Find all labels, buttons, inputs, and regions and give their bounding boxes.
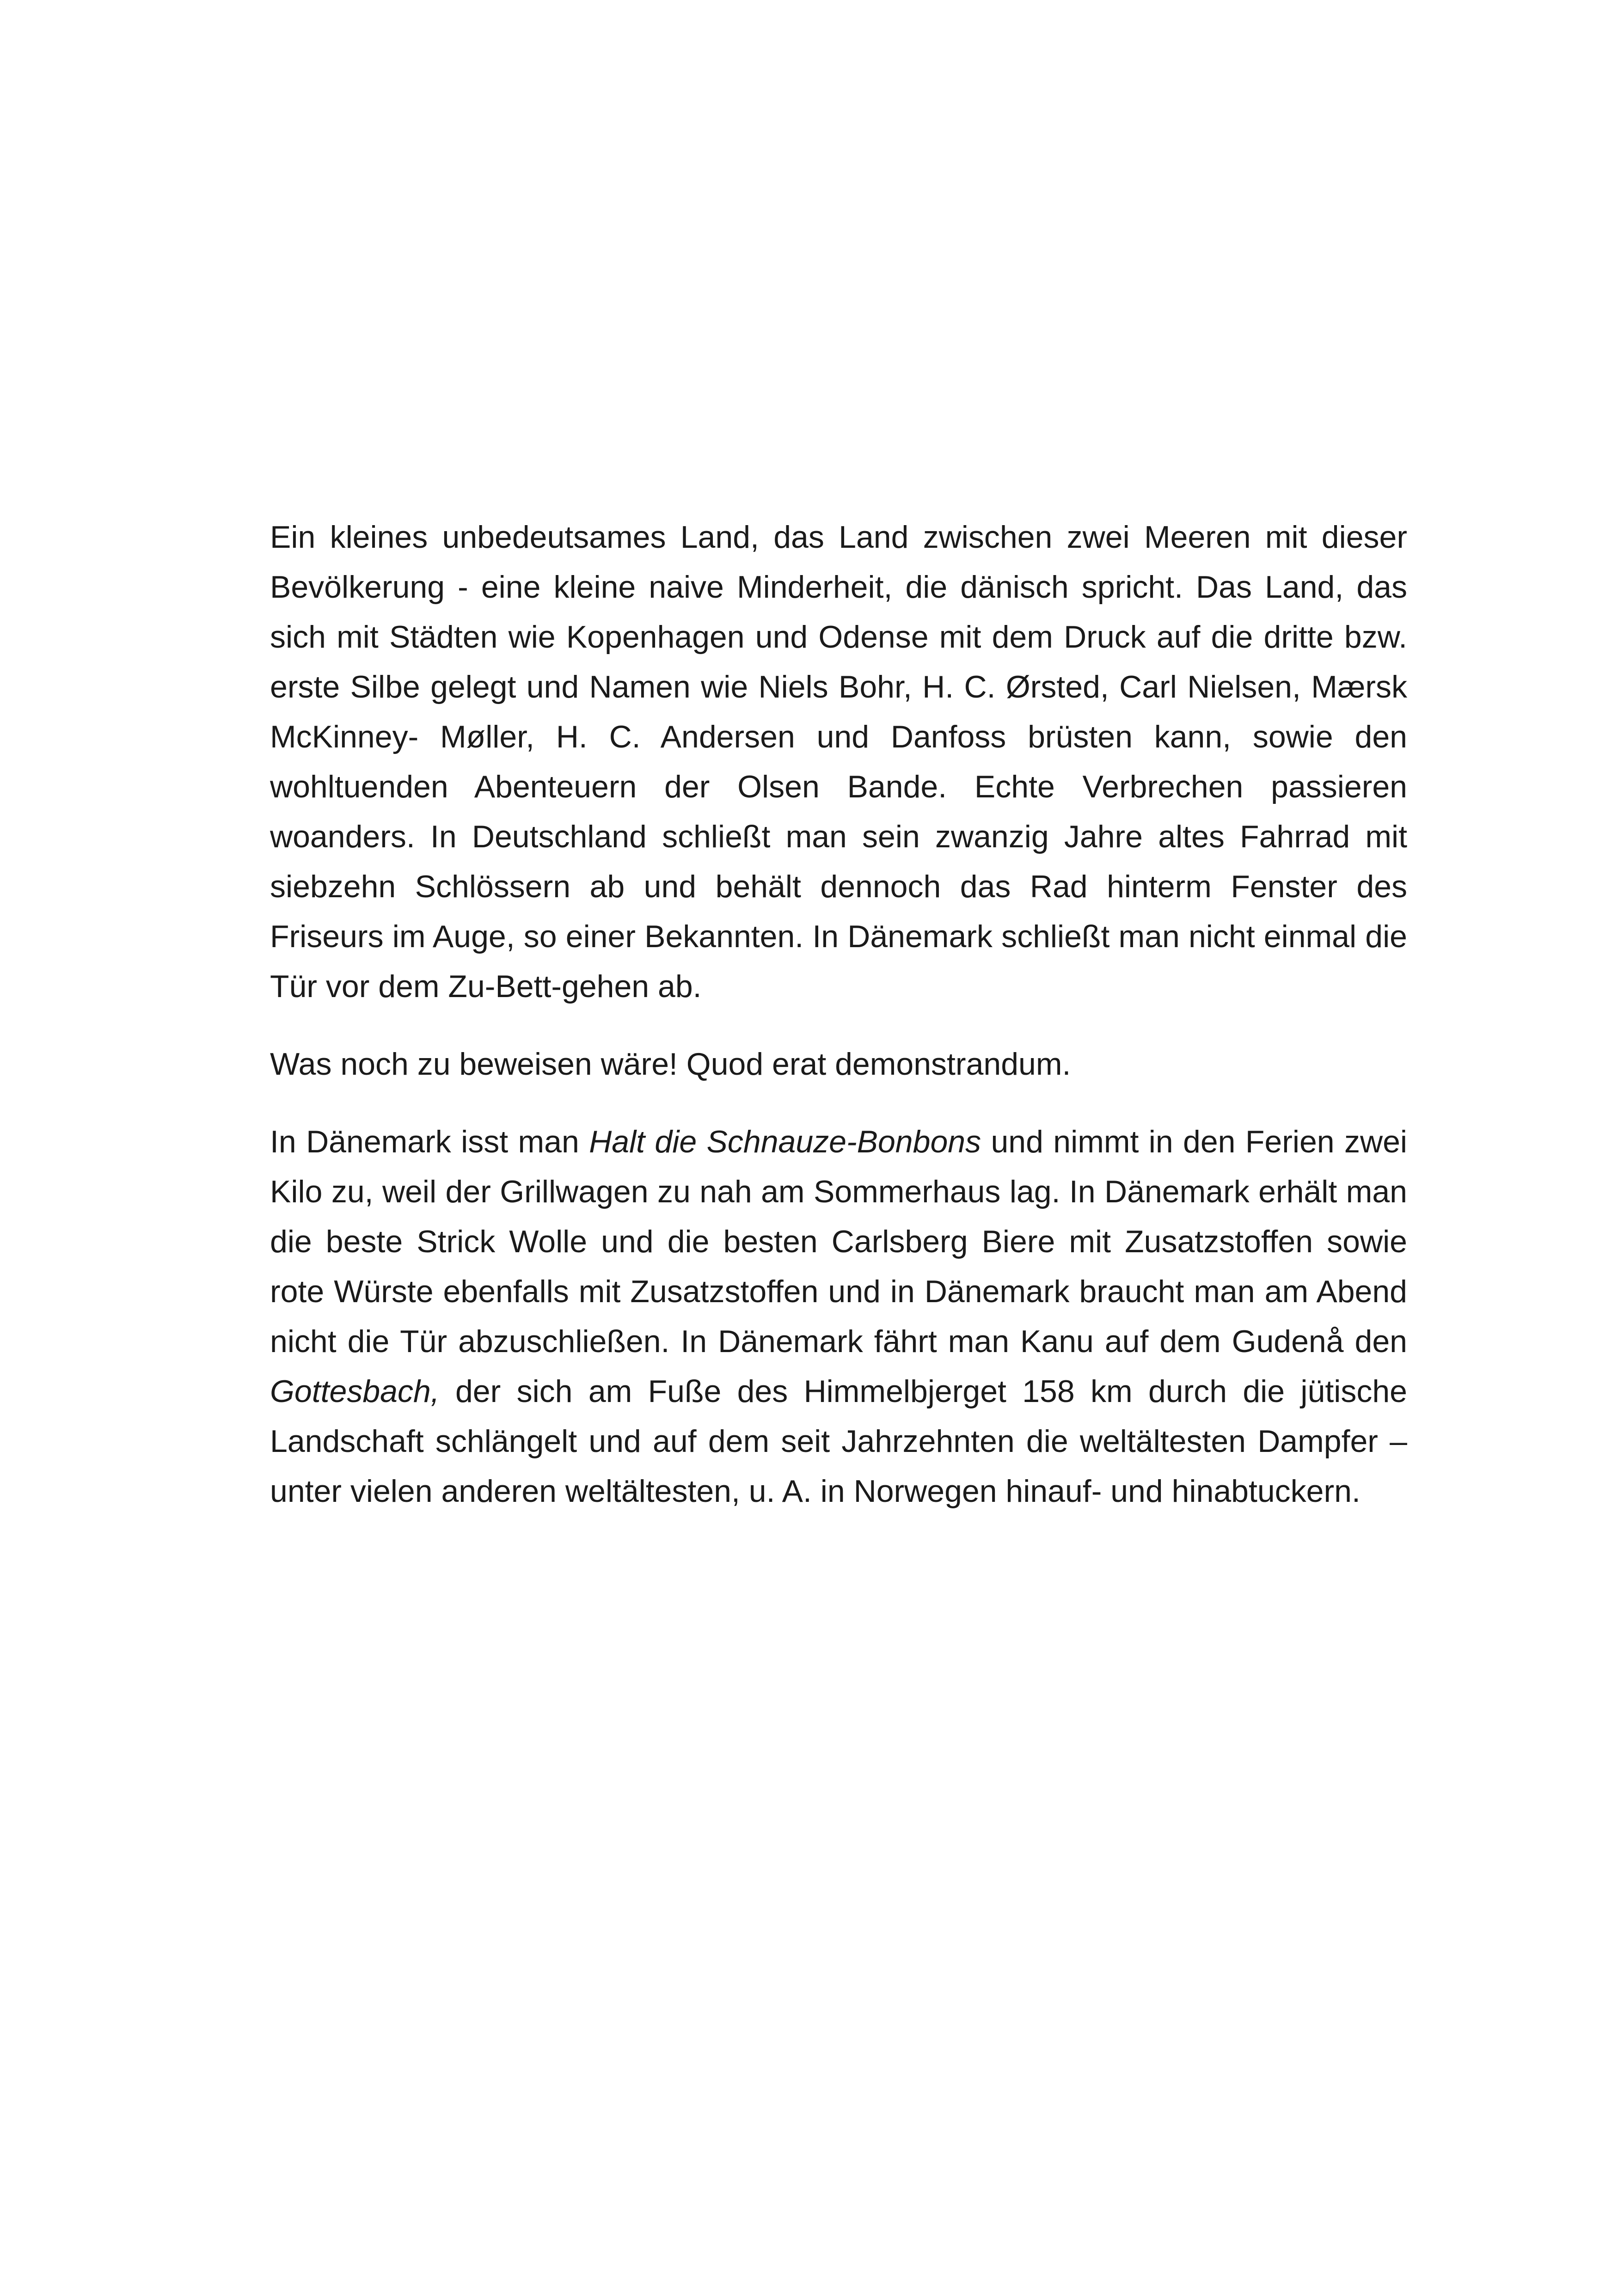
paragraph-2: Was noch zu beweisen wäre! Quod erat demonstrandum. — [270, 1047, 1071, 1082]
paragraph-3-text-b: und nimmt in den Ferien zwei Kilo zu, weil der Grillwagen zu nah am Sommerhaus lag. In Dänemark erhält man die beste Strick Wolle und die besten Carlsberg Biere mit Zusatzstoffen sowie rote Würste ebenfalls mit Zusatzstoffen und in Dänemark braucht man am Abend nicht die Tür abzuschließen. In Dänemark fährt man Kanu auf dem Gudenå den — [270, 1124, 1408, 1359]
italic-candy-name: Halt die Schnauze-Bonbons — [589, 1124, 981, 1159]
paragraph-1: Ein kleines unbedeutsames Land, das Land zwischen zwei Meeren mit dieser Bevölkerung - eine kleine naive Minderheit, die dänisch spricht. Das Land, das sich mit Städten wie Kopenhagen und Odense mit dem Druck auf die dritte bzw. erste Silbe gelegt und Namen wie Niels Bohr, H. C. Ørsted, Carl Nielsen, Mærsk McKinney- Møller, H. C. Andersen und Danfoss brüsten kann, sowie den wohltuenden Abenteuern der Olsen Bande. Echte Verbrechen passieren woanders. In Deutschland schließt man sein zwanzig Jahre altes Fahrrad mit siebzehn Schlössern ab und behält dennoch das Rad hinterm Fenster des Friseurs im Auge, so einer Bekannten. In Dänemark schließt man nicht einmal die Tür vor dem Zu-Bett-gehen ab. — [270, 520, 1407, 1004]
paragraph-3 — [270, 1117, 1407, 1516]
body-text — [270, 512, 1407, 1516]
italic-river-name: Gottesbach, — [270, 1374, 440, 1409]
paragraph-3-text-c: der sich am Fuße des Himmelbjerget 158 km durch die jütische Landschaft schlängelt und auf dem seit Jahrzehnten die weltältesten Dampfer – unter vielen anderen weltältesten, u. A. in Norwegen hinauf- und hinabtuckern. — [270, 1374, 1407, 1509]
paragraph-3-text-a: In Dänemark isst man — [270, 1124, 589, 1159]
